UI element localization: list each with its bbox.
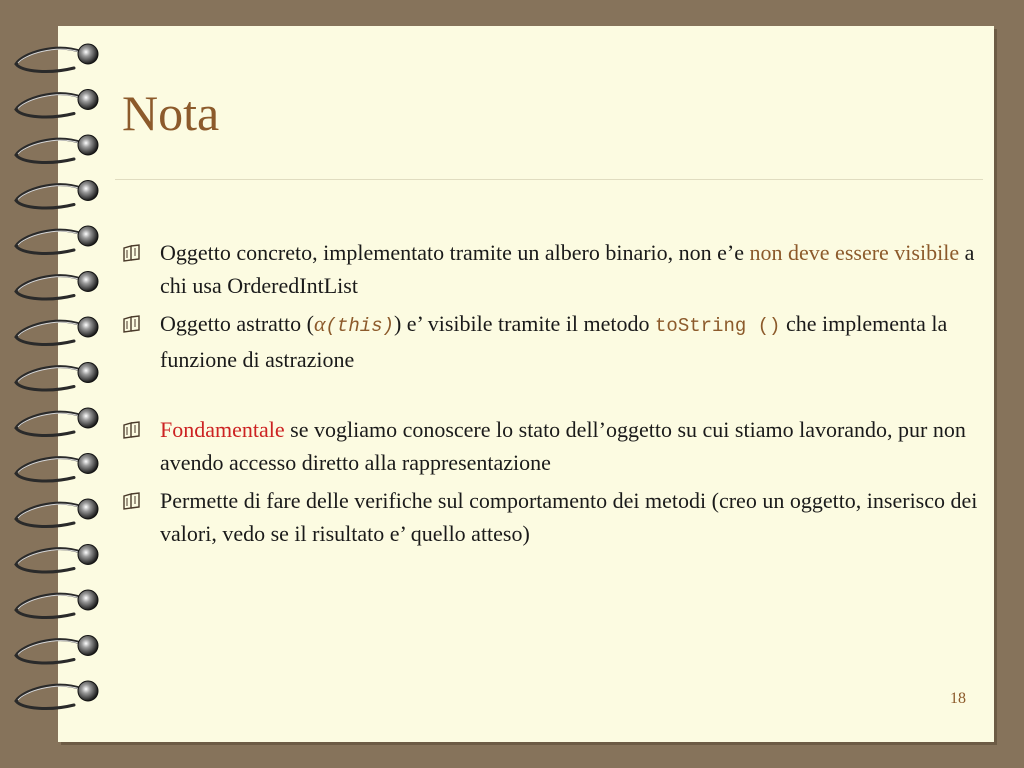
- spiral-ring-icon: [16, 317, 98, 344]
- spiral-ring-icon: [16, 545, 98, 572]
- spiral-ring-icon: [16, 272, 98, 299]
- spiral-ring-icon: [16, 135, 98, 162]
- slide-title: Nota: [122, 85, 220, 141]
- bullet-text: a chi usa OrderedIntList: [160, 240, 975, 298]
- spiral-binding: [0, 0, 110, 768]
- code-arg: (this): [325, 315, 394, 337]
- bullet-list: [122, 236, 982, 555]
- spiral-ring-icon: [16, 636, 98, 663]
- bullet-highlight: Fondamentale: [160, 417, 285, 442]
- spiral-ring-icon: [16, 44, 98, 71]
- bullet-text: Oggetto concreto, implementato tramite un albero binario, non e’e: [160, 240, 750, 265]
- book-bullet-icon: [122, 420, 142, 440]
- bullet-text: che implementa la funzione di astrazione: [160, 311, 948, 372]
- bullet-item: [122, 484, 982, 550]
- bullet-text: Permette di fare delle verifiche sul comportamento dei metodi (creo un oggetto, inserisco dei valori, vedo se il risultato e’ quello atteso): [160, 488, 978, 546]
- book-bullet-icon: [122, 243, 142, 263]
- book-bullet-icon: [122, 491, 142, 511]
- code-method: toString (): [655, 315, 781, 337]
- spiral-ring-icon: [16, 363, 98, 390]
- bullet-text: Oggetto astratto (: [160, 311, 314, 336]
- spiral-ring-icon: [16, 90, 98, 117]
- bullet-item: [122, 413, 982, 479]
- spiral-ring-icon: [16, 181, 98, 208]
- spiral-ring-icon: [16, 454, 98, 481]
- spiral-ring-icon: [16, 681, 98, 708]
- bullet-item: [122, 236, 982, 302]
- spiral-ring-icon: [16, 499, 98, 526]
- bullet-item: [122, 307, 982, 376]
- bullet-text: ) e’ visibile tramite il metodo: [393, 311, 656, 336]
- spiral-ring-icon: [16, 226, 98, 253]
- alpha-symbol: α: [313, 311, 326, 336]
- bullet-highlight: non deve essere visibile: [749, 240, 960, 265]
- bullet-text: se vogliamo conoscere lo stato dell’oggetto su cui stiamo lavorando, pur non avendo accesso diretto alla rappresentazione: [160, 417, 966, 475]
- title-divider: [115, 179, 983, 180]
- book-bullet-icon: [122, 314, 142, 334]
- spiral-ring-icon: [16, 590, 98, 617]
- page-number: 18: [950, 690, 966, 707]
- spiral-ring-icon: [16, 408, 98, 435]
